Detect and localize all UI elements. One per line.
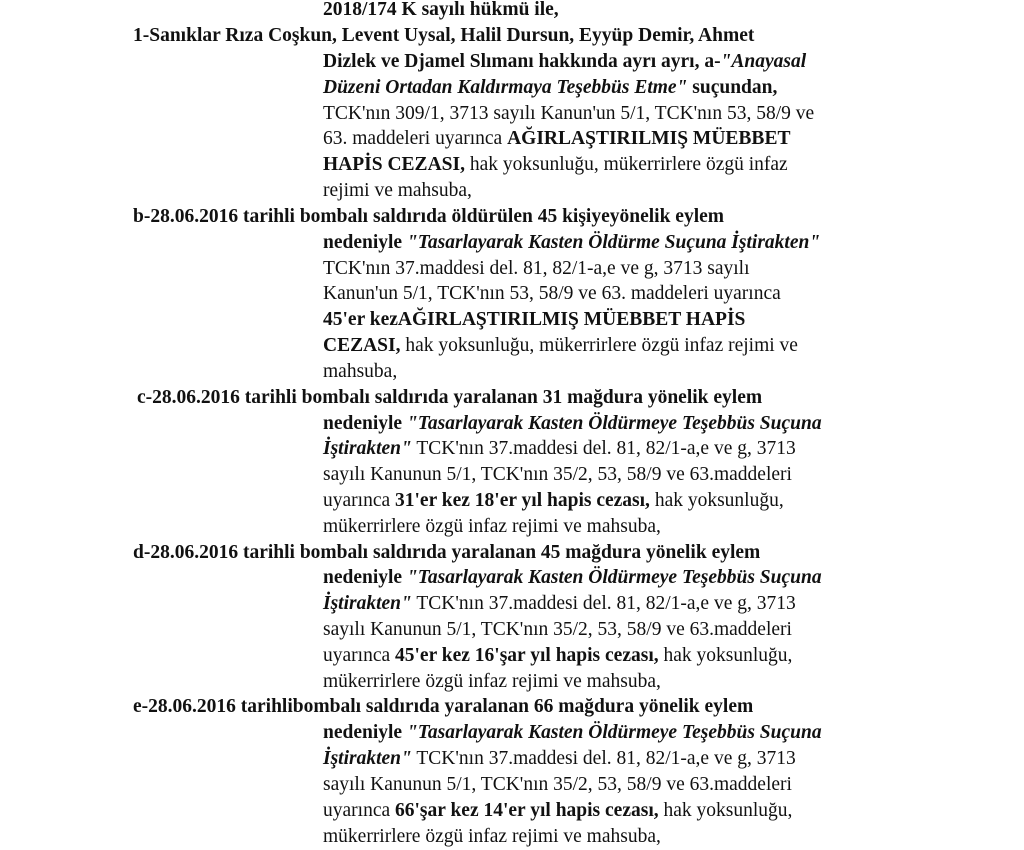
item-1-line-5-bold: AĞIRLAŞTIRILMIŞ MÜEBBET xyxy=(507,128,791,149)
item-b-line-3: TCK'nın 37.maddesi del. 81, 82/1-a,e ve g, 3713 sayılı xyxy=(323,258,750,279)
item-d-line-4: sayılı Kanunun 5/1, TCK'nın 35/2, 53, 58/9 ve 63.maddeleri xyxy=(323,619,792,640)
item-b-line-7: mahsuba, xyxy=(323,361,398,382)
item-1-line-2-bold: Dizlek ve Djamel Slımanı hakkında ayrı ayrı, a- xyxy=(323,51,721,72)
item-c-line-5 xyxy=(323,488,784,514)
item-1-line-6-plain: hak yoksunluğu, mükerrirlere özgü infaz xyxy=(464,154,788,175)
item-c-line-3-italic: İştirakten" xyxy=(323,438,412,459)
item-c-line-3-plain: TCK'nın 37.maddesi del. 81, 82/1-a,e ve g, 3713 xyxy=(411,438,796,459)
item-1-line-7: rejimi ve mahsuba, xyxy=(323,180,472,201)
item-e-line-3-plain: TCK'nın 37.maddesi del. 81, 82/1-a,e ve g, 3713 xyxy=(411,748,796,769)
item-e-heading: e-28.06.2016 tarihlibombalı saldırıda yaralanan 66 mağdura yönelik eylem xyxy=(133,696,754,717)
item-1-line-6-bold: HAPİS CEZASI, xyxy=(323,154,465,175)
item-d-heading: d-28.06.2016 tarihli bombalı saldırıda yaralanan 45 mağdura yönelik eylem xyxy=(133,542,761,563)
item-c-line-4: sayılı Kanunun 5/1, TCK'nın 35/2, 53, 58/9 ve 63.maddeleri xyxy=(323,464,792,485)
item-c-line-2-bold: nedeniyle xyxy=(323,413,407,434)
item-b-line-2 xyxy=(323,230,820,256)
item-e-line-4: sayılı Kanunun 5/1, TCK'nın 35/2, 53, 58/9 ve 63.maddeleri xyxy=(323,774,792,795)
item-c-line-6: mükerrirlere özgü infaz rejimi ve mahsuba, xyxy=(323,516,661,537)
item-1-line-2-italic: "Anayasal xyxy=(720,51,807,72)
item-c-heading: c-28.06.2016 tarihli bombalı saldırıda yaralanan 31 mağdura yönelik eylem xyxy=(137,387,763,408)
item-1-line-5 xyxy=(323,126,790,152)
intro-line: 2018/174 K sayılı hükmü ile, xyxy=(323,0,559,20)
item-1-line-5-plain: 63. maddeleri uyarınca xyxy=(323,128,508,149)
item-1-line-3-bold: suçundan, xyxy=(687,77,778,98)
item-c-line-5-bold: 31'er kez 18'er yıl hapis cezası, xyxy=(395,490,650,511)
item-b-line-2-italic: "Tasarlayarak Kasten Öldürme Suçuna İştirakten" xyxy=(406,232,821,253)
item-e-line-3 xyxy=(323,746,796,772)
item-b-line-6-bold: CEZASI, xyxy=(323,335,401,356)
item-b-line-6-plain: hak yoksunluğu, mükerrirlere özgü infaz rejimi ve xyxy=(400,335,798,356)
item-d-line-5-tail: hak yoksunluğu, xyxy=(658,645,793,666)
item-d-line-3-plain: TCK'nın 37.maddesi del. 81, 82/1-a,e ve g, 3713 xyxy=(411,593,796,614)
item-b-line-6 xyxy=(323,333,798,359)
item-c-line-2 xyxy=(323,411,822,437)
item-c-line-5-plain: uyarınca xyxy=(323,490,396,511)
item-d-line-5-plain: uyarınca xyxy=(323,645,396,666)
item-e-line-6: mükerrirlere özgü infaz rejimi ve mahsuba, xyxy=(323,826,661,847)
item-1-line-6 xyxy=(323,152,788,178)
item-b-heading: b-28.06.2016 tarihli bombalı saldırıda öldürülen 45 kişiyeyönelik eylem xyxy=(133,206,725,227)
item-1-line-3-italic: Düzeni Ortadan Kaldırmaya Teşebbüs Etme" xyxy=(323,77,688,98)
item-c-line-2-italic: "Tasarlayarak Kasten Öldürmeye Teşebbüs Suçuna xyxy=(406,413,822,434)
item-c-line-3 xyxy=(323,436,796,462)
item-e-line-2-italic: "Tasarlayarak Kasten Öldürmeye Teşebbüs Suçuna xyxy=(406,722,822,743)
item-d-line-3 xyxy=(323,591,796,617)
item-e-line-5 xyxy=(323,798,792,824)
item-d-line-5 xyxy=(323,643,792,669)
item-b-line-4: Kanun'un 5/1, TCK'nın 53, 58/9 ve 63. maddeleri uyarınca xyxy=(323,283,781,304)
item-d-line-3-italic: İştirakten" xyxy=(323,593,412,614)
item-d-line-5-bold: 45'er kez 16'şar yıl hapis cezası, xyxy=(395,645,659,666)
item-b-line-2-bold: nedeniyle xyxy=(323,232,407,253)
item-e-line-5-plain: uyarınca xyxy=(323,800,396,821)
item-1-heading: 1-Sanıklar Rıza Coşkun, Levent Uysal, Halil Dursun, Eyyüp Demir, Ahmet xyxy=(133,25,755,46)
item-c-line-5-tail: hak yoksunluğu, xyxy=(649,490,784,511)
item-e-line-3-italic: İştirakten" xyxy=(323,748,412,769)
item-d-line-6: mükerrirlere özgü infaz rejimi ve mahsuba, xyxy=(323,671,661,692)
item-d-line-2-bold: nedeniyle xyxy=(323,567,407,588)
item-d-line-2 xyxy=(323,565,822,591)
item-b-line-5: 45'er kezAĞIRLAŞTIRILMIŞ MÜEBBET HAPİS xyxy=(323,309,746,330)
item-e-line-5-bold: 66'şar kez 14'er yıl hapis cezası, xyxy=(395,800,659,821)
item-e-line-2 xyxy=(323,720,822,746)
item-1-line-4: TCK'nın 309/1, 3713 sayılı Kanun'un 5/1, TCK'nın 53, 58/9 ve xyxy=(323,103,815,124)
item-d-line-2-italic: "Tasarlayarak Kasten Öldürmeye Teşebbüs Suçuna xyxy=(406,567,822,588)
item-1-line-2 xyxy=(323,49,806,75)
item-e-line-2-bold: nedeniyle xyxy=(323,722,407,743)
item-1-line-3 xyxy=(323,75,777,101)
item-e-line-5-tail: hak yoksunluğu, xyxy=(658,800,793,821)
